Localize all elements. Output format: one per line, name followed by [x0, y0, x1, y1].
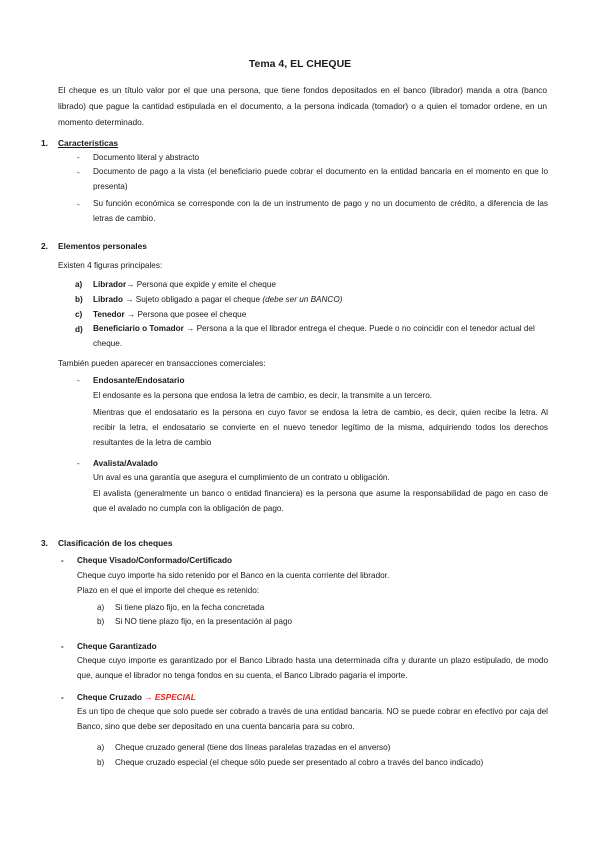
section-3-title: Clasificación de los cheques	[58, 538, 173, 548]
figure-marker: c)	[75, 310, 83, 319]
bullet-dash: -	[77, 376, 80, 385]
also-appear-text: También pueden aparecer en transacciones comerciales:	[58, 359, 266, 368]
bullet-dash: -	[61, 693, 64, 702]
endosante-title: Endosante/Endosatario	[93, 376, 185, 385]
figures-lead: Existen 4 figuras principales:	[58, 261, 163, 270]
figure-librado: Librado → Sujeto obligado a pagar el cheque (debe ser un BANCO)	[93, 295, 343, 304]
sub-marker: a)	[97, 743, 105, 752]
intro-paragraph: El cheque es un título valor por el que una persona, que tiene fondos depositados en el banco (librador) manda a otra (banco librado) que pague la cantidad estipulada en el documento, a la persona indicada (tomador) o a quien el tomador ordene, en un momento determinado.	[58, 85, 547, 127]
cruzado-sub-item: Cheque cruzado especial (el cheque sólo puede ser presentado al cobro a través del banco indicado)	[115, 758, 484, 767]
figure-librador: Librador→ Persona que expide y emite el cheque	[93, 280, 276, 289]
section-2-number: 2.	[41, 241, 48, 251]
bullet-dash: -	[77, 153, 80, 162]
sub-marker: b)	[97, 617, 105, 626]
garantizado-title: Cheque Garantizado	[77, 642, 157, 651]
section-1-number: 1.	[41, 138, 48, 148]
endosante-text-1: El endosante es la persona que endosa la letra de cambio, es decir, la transmite a un tercero.	[93, 391, 433, 400]
avalista-text-2: El avalista (generalmente un banco o entidad financiera) es la persona que asume la responsabilidad de pago en caso de que el avalado no cumpla con la obligación de pago.	[93, 489, 548, 513]
section-3-number: 3.	[41, 538, 48, 548]
bullet-dash: -	[77, 200, 80, 209]
cruzado-sub-item: Cheque cruzado general (tiene dos líneas paralelas trazadas en el anverso)	[115, 743, 391, 752]
figure-marker: b)	[75, 295, 83, 304]
visado-sub-item: Si tiene plazo fijo, en la fecha concretada	[115, 603, 265, 612]
sub-marker: b)	[97, 758, 105, 767]
sub-marker: a)	[97, 603, 105, 612]
figure-beneficiario: Beneficiario o Tomador → Persona a la que el librador entrega el cheque. Puede o no coincidir con el tenedor actual del cheque.	[93, 324, 535, 348]
avalista-text-1: Un aval es una garantía que asegura el cumplimiento de un contrato u obligación.	[93, 473, 390, 482]
figure-marker: a)	[75, 280, 83, 289]
figure-tenedor: Tenedor → Persona que posee el cheque	[93, 310, 247, 319]
avalista-title: Avalista/Avalado	[93, 459, 158, 468]
visado-text-1: Cheque cuyo importe ha sido retenido por el Banco en la cuenta corriente del librador.	[77, 571, 390, 580]
figure-marker: d)	[75, 325, 83, 334]
characteristic-item: Documento literal y abstracto	[93, 153, 200, 162]
visado-title: Cheque Visado/Conformado/Certificado	[77, 556, 232, 565]
cruzado-text: Es un tipo de cheque que solo puede ser cobrado a través de una entidad bancaria. NO se puede cobrar en efectivo por caja del Banco, sino que debe ser depositado en una cuenta bancaria para su cobro.	[77, 707, 548, 731]
visado-text-2: Plazo en el que el importe del cheque es retenido:	[77, 586, 260, 595]
endosante-text-2: Mientras que el endosatario es la persona en cuyo favor se endosa la letra de cambio, es decir, quien recibe la letra. Al recibir la letra, el endosatario se convierte en el nuevo tenedor legítimo de la misma, adquiriendo todos los derechos resultantes de la letra de cambio	[93, 408, 548, 447]
section-2-title: Elementos personales	[58, 241, 147, 251]
document-title: Tema 4, EL CHEQUE	[248, 58, 352, 70]
cruzado-title: Cheque Cruzado → ESPECIAL	[77, 693, 196, 702]
garantizado-text: Cheque cuyo importe es garantizado por el Banco Librado hasta una determinada cifra y durante un plazo estipulado, de modo que, aunque el librador no tenga fondos en su cuenta, el Banco Librado pagaría el importe.	[77, 656, 548, 680]
characteristic-item: Su función económica se corresponde con la de un instrumento de pago y no un documento de crédito, a diferencia de las letras de cambio.	[93, 199, 548, 223]
characteristic-item: Documento de pago a la vista (el beneficiario puede cobrar el documento en la entidad bancaria en el momento en que lo presenta)	[93, 167, 548, 191]
visado-sub-item: Si NO tiene plazo fijo, en la presentación al pago	[115, 617, 293, 626]
bullet-dash: -	[61, 556, 64, 565]
bullet-dash: -	[77, 459, 80, 468]
bullet-dash: -	[61, 642, 64, 651]
section-1-title: Características	[58, 138, 119, 148]
bullet-dash: -	[77, 168, 80, 177]
